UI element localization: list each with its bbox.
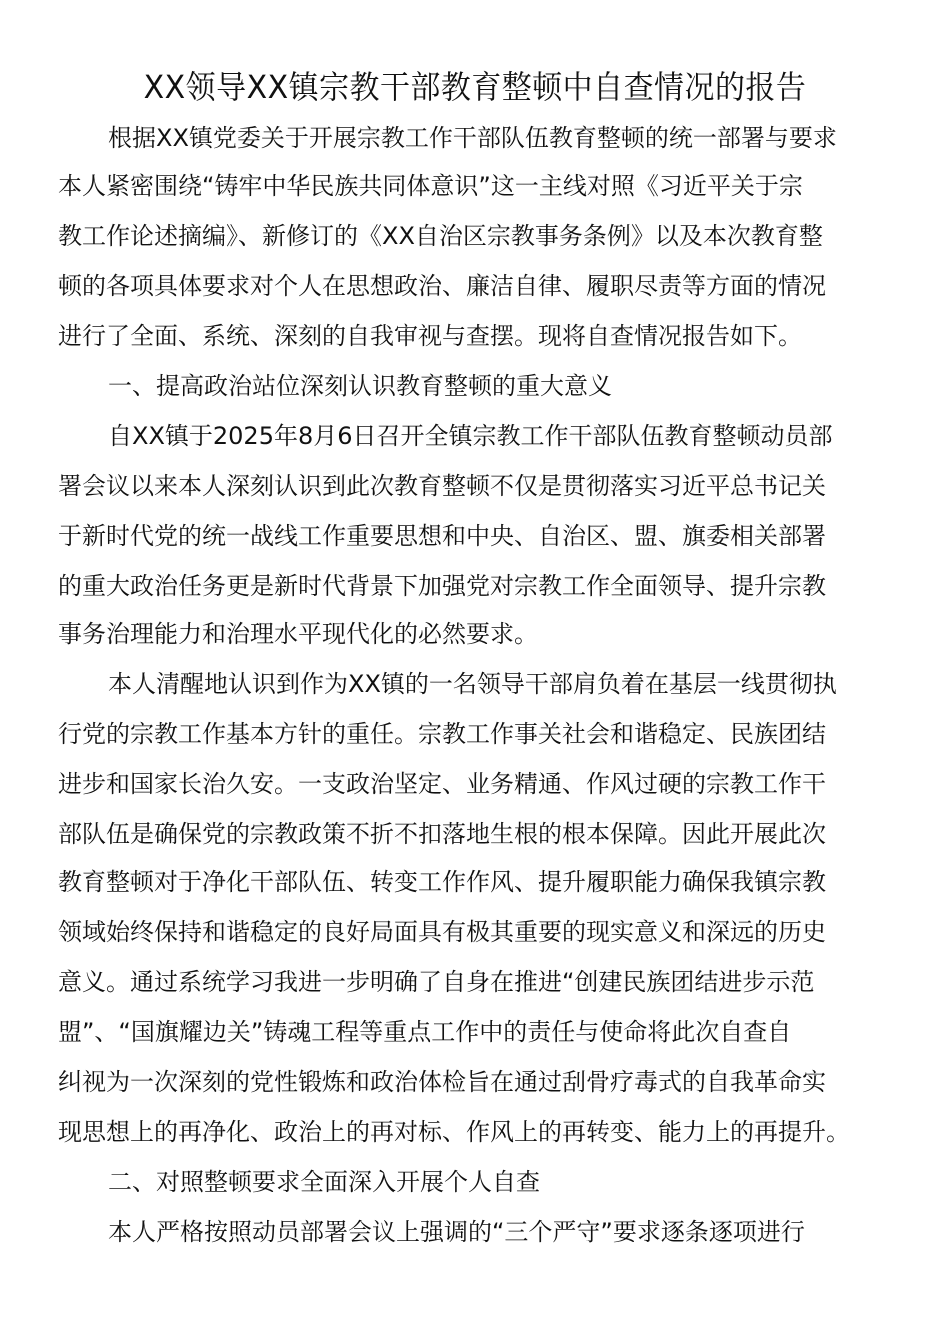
paragraph-3-line-2: 行党的宗教工作基本方针的重任。宗教工作事关社会和谐稳定、民族团结 xyxy=(58,720,826,748)
paragraph-3-line-5: 教育整顿对于净化干部队伍、转变工作作风、提升履职能力确保我镇宗教 xyxy=(58,868,826,896)
paragraph-1-line-5: 进行了全面、系统、深刻的自我审视与查摆。现将自查情况报告如下。 xyxy=(58,322,802,350)
paragraph-1-line-4: 顿的各项具体要求对个人在思想政治、廉洁自律、履职尽责等方面的情况 xyxy=(58,272,826,300)
paragraph-3-line-1: 本人清醒地认识到作为XX镇的一名领导干部肩负着在基层一线贯彻执 xyxy=(108,670,837,698)
paragraph-4-line-1: 本人严格按照动员部署会议上强调的“三个严守”要求逐条逐项进行 xyxy=(108,1218,805,1246)
paragraph-2-line-3: 于新时代党的统一战线工作重要思想和中央、自治区、盟、旗委相关部署 xyxy=(58,522,826,550)
paragraph-3-line-6: 领域始终保持和谐稳定的良好局面具有极其重要的现实意义和深远的历史 xyxy=(58,918,826,946)
section-heading-2: 二、对照整顿要求全面深入开展个人自查 xyxy=(108,1168,540,1196)
paragraph-1-line-3: 教工作论述摘编》、新修订的《XX自治区宗教事务条例》以及本次教育整 xyxy=(58,222,823,250)
paragraph-3-line-7: 意义。通过系统学习我进一步明确了自身在推进“创建民族团结进步示范 xyxy=(58,968,815,996)
paragraph-2-line-1: 自XX镇于2025年8月6日召开全镇宗教工作干部队伍教育整顿动员部 xyxy=(108,422,833,450)
paragraph-2-line-2: 署会议以来本人深刻认识到此次教育整顿不仅是贯彻落实习近平总书记关 xyxy=(58,472,826,500)
paragraph-1-line-2: 本人紧密围绕“铸牢中华民族共同体意识”这一主线对照《习近平关于宗 xyxy=(58,172,803,200)
paragraph-3-line-4: 部队伍是确保党的宗教政策不折不扣落地生根的根本保障。因此开展此次 xyxy=(58,820,826,848)
paragraph-2-line-4: 的重大政治任务更是新时代背景下加强党对宗教工作全面领导、提升宗教 xyxy=(58,572,826,600)
paragraph-3-line-10: 现思想上的再净化、政治上的再对标、作风上的再转变、能力上的再提升。 xyxy=(58,1118,850,1146)
paragraph-1-line-1: 根据XX镇党委关于开展宗教工作干部队伍教育整顿的统一部署与要求 xyxy=(108,124,837,152)
paragraph-3-line-8: 盟”、“国旗耀边关”铸魂工程等重点工作中的责任与使命将此次自查自 xyxy=(58,1018,792,1046)
document-title: XX领导XX镇宗教干部教育整顿中自查情况的报告 xyxy=(143,68,807,106)
paragraph-3-line-9: 纠视为一次深刻的党性锻炼和政治体检旨在通过刮骨疗毒式的自我革命实 xyxy=(58,1068,826,1096)
section-heading-1: 一、提高政治站位深刻认识教育整顿的重大意义 xyxy=(108,372,612,400)
paragraph-3-line-3: 进步和国家长治久安。一支政治坚定、业务精通、作风过硬的宗教工作干 xyxy=(58,770,826,798)
paragraph-2-line-5: 事务治理能力和治理水平现代化的必然要求。 xyxy=(58,620,538,648)
